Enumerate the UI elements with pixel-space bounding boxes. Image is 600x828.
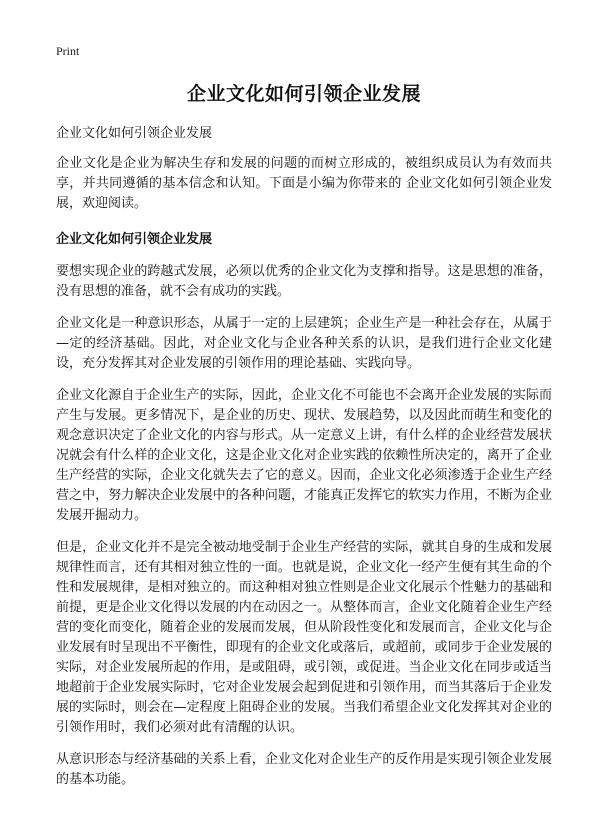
body-paragraph: 从意识形态与经济基础的关系上看，企业文化对企业生产的反作用是实现引领企业发展的基本功能。 [56,752,552,787]
document-subtitle: 企业文化如何引领企业发展 [56,126,213,141]
intro-paragraph: 企业文化是企业为解决生存和发展的问题的而树立形成的，被组织成员认为有效而共享，并共同遵循的基本信念和认知。下面是小编为你带来的 企业文化如何引领企业发展，欢迎阅读。 [56,156,552,211]
print-link[interactable]: Print [56,44,80,58]
body-paragraph: 企业文化源自于企业生产的实际，因此，企业文化不可能也不会离开企业发展的实际而产生与发展。更多情况下，是企业的历史、现状、发展趋势，以及因此而萌生和变化的观念意识决定了企业文化的内容与形式。从一定意义上讲，有什么样的企业经营发展状况就会有什么样的企业文化，这是企业文化对企业实践的依赖性所决定的，离开了企业生产经营的实际，企业文化就失去了它的意义。因而，企业文化必须渗透于企业生产经营之中，努力解决企业发展中的各种问题，才能真正发挥它的软实力作用，不断为企业发展开掘动力。 [56,388,552,523]
body-paragraph: 但是，企业文化并不是完全被动地受制于企业生产经营的实际，就其自身的生成和发展规律性而言，还有其相对独立性的一面。也就是说，企业文化一经产生便有其生命的个性和发展规律，是相对独立的。而这种相对独立性则是企业文化展示个性魅力的基础和前提，更是企业文化得以发展的内在动因之一。从整体而言，企业文化随着企业生产经营的变化而变化，随着企业的发展而发展，但从阶段性变化和发展而言，企业文化与企业发展有时呈现出不平衡性，即现有的企业文化或落后，或超前，或同步于企业发展的实际，对企业发展所起的作用，是或阻碍，或引领，或促进。当企业文化在同步或适当地超前于企业发展实际时，它对企业发展会起到促进和引领作用，而当其落后于企业发展的实际时，则会在—定程度上阻碍企业的发展。当我们希望企业文化发挥其对企业的引领作用时，我们必须对此有清醒的认识。 [56,540,552,735]
section-heading: 企业文化如何引领企业发展 [56,232,213,247]
body-paragraph: 企业文化是一种意识形态，从属于一定的上层建筑；企业生产是一种社会存在，从属于—定的经济基础。因此，对企业文化与企业各种关系的认识，是我们进行企业文化建设，充分发挥其对企业发展的引领作用的理论基础、实践向导。 [56,316,552,371]
document-title: 企业文化如何引领企业发展 [186,83,421,105]
body-paragraph: 要想实现企业的跨越式发展，必须以优秀的企业文化为支撑和指导。这是思想的准备，没有思想的准备，就不会有成功的实践。 [56,264,552,299]
